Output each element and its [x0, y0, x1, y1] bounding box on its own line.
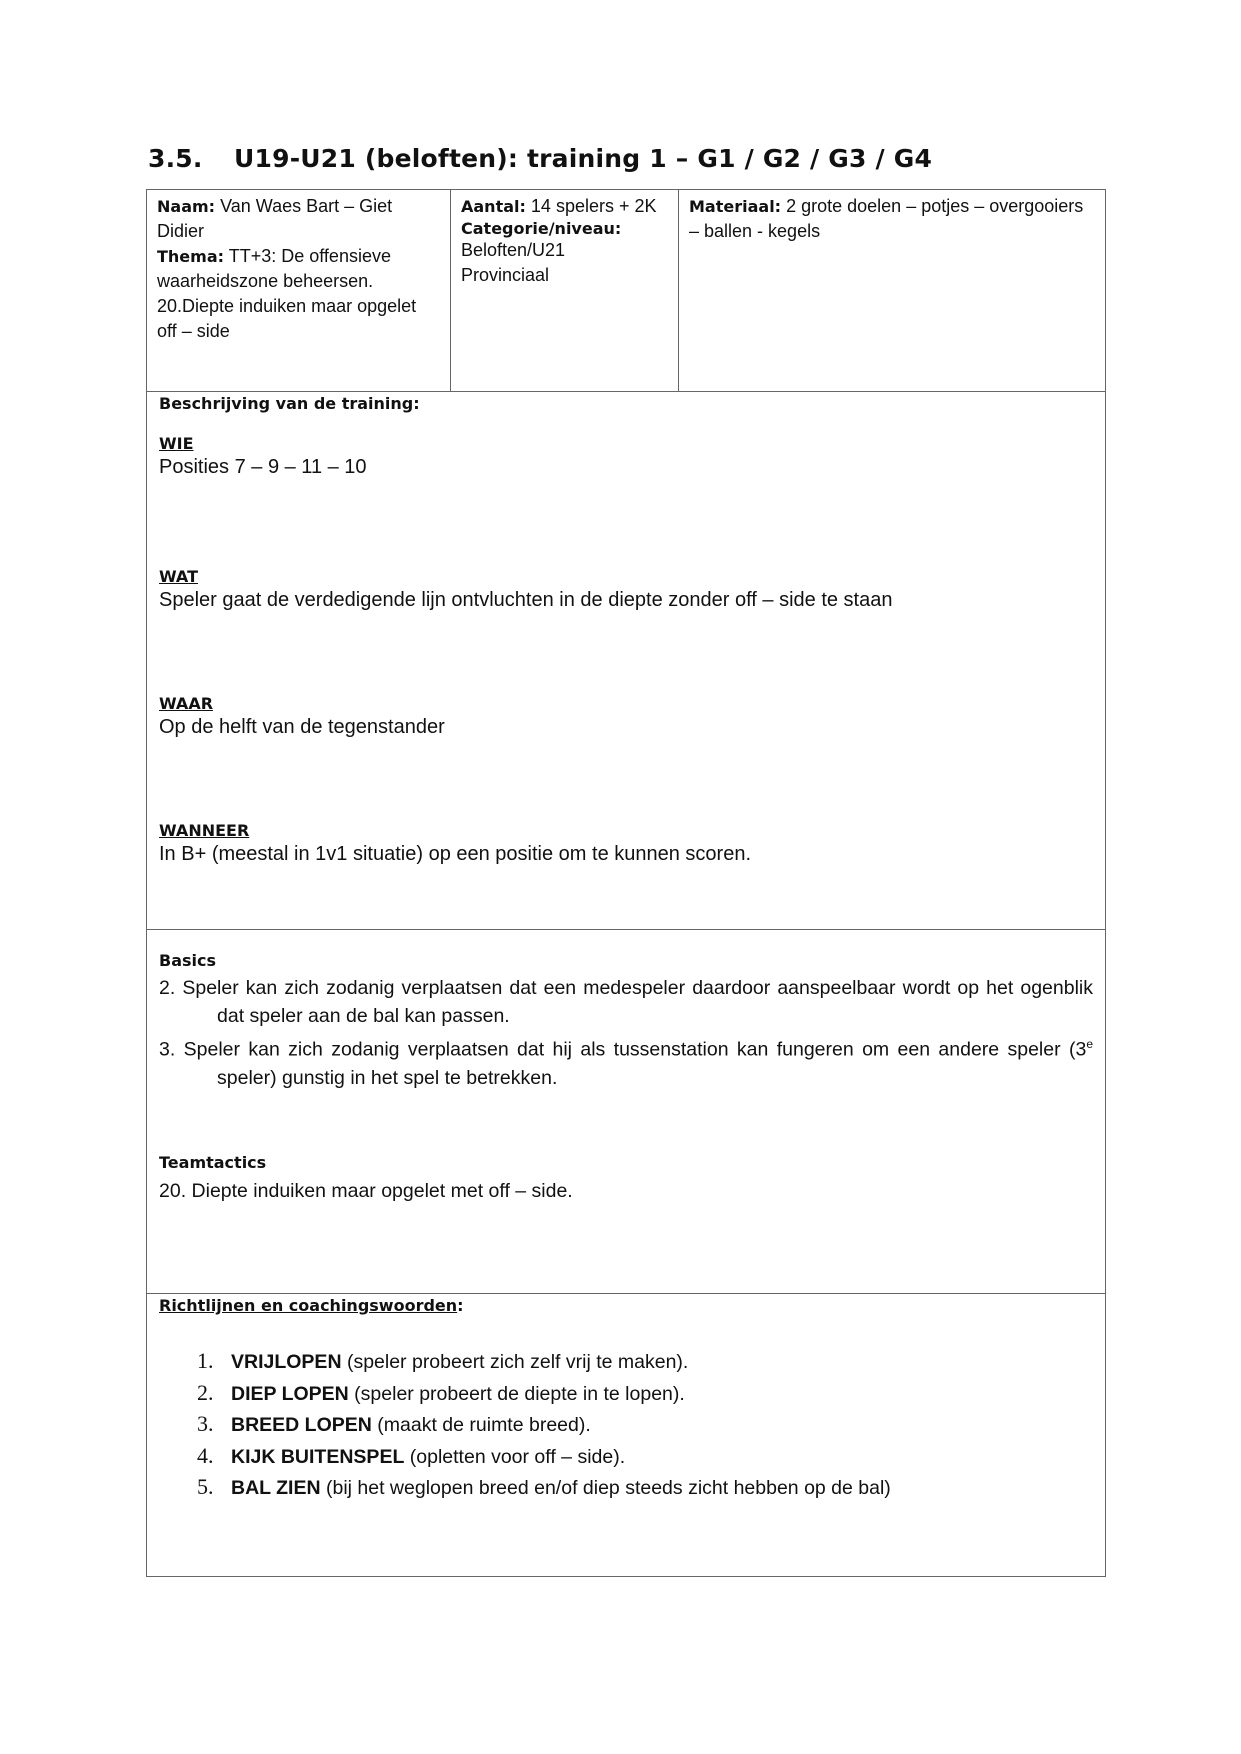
- coaching-description: (opletten voor off – side).: [404, 1445, 626, 1468]
- list-item: [197, 1378, 891, 1410]
- coaching-description: (speler probeert zich zelf vrij te maken).: [341, 1351, 689, 1373]
- basics-item-3: [159, 1030, 1093, 1092]
- section-number: 3.5.: [148, 144, 203, 173]
- basics-section: [147, 930, 1105, 1294]
- list-item-number: 2.: [197, 1379, 214, 1405]
- coaching-description: (bij het weglopen breed en/of diep steeds zicht hebben op de bal): [320, 1477, 891, 1499]
- categorie-label: Categorie/niveau:: [461, 219, 622, 238]
- list-item-number: 4.: [197, 1442, 214, 1468]
- aantal-value: 14 spelers + 2K: [530, 196, 657, 216]
- coaching-keyword: DIEP LOPEN: [231, 1382, 349, 1405]
- coaching-description: (speler probeert de diepte in te lopen).: [348, 1382, 685, 1405]
- coaching-keyword: VRIJLOPEN: [231, 1351, 342, 1373]
- waar-label: WAAR: [159, 694, 214, 713]
- wat-label: WAT: [159, 567, 198, 586]
- list-item: [197, 1472, 891, 1504]
- materiaal-label: Materiaal:: [689, 197, 782, 216]
- coaching-list: [197, 1346, 891, 1504]
- basics-item-3-sup: e: [1086, 1037, 1093, 1051]
- list-item-number: 1.: [197, 1348, 214, 1373]
- coaching-description: (maakt de ruimte breed).: [371, 1414, 591, 1436]
- basics-list: [159, 974, 1093, 1092]
- richtlijnen-section: [147, 1294, 1105, 1576]
- aantal-categorie-cell: [451, 190, 679, 391]
- beschrijving-section: [147, 392, 1105, 930]
- materiaal-value: 2 grote doelen – potjes – overgooiers – ballen - kegels: [689, 196, 1084, 241]
- waar-text: Op de helft van de tegenstander: [159, 716, 445, 738]
- materiaal-cell: [679, 190, 1105, 391]
- page-heading: [148, 144, 932, 173]
- wat-text: Speler gaat de verdedigende lijn ontvluchten in de diepte zonder off – side te staan: [159, 589, 893, 611]
- basics-heading: Basics: [159, 951, 217, 970]
- richtlijnen-heading-colon: :: [457, 1296, 464, 1315]
- wanneer-text: In B+ (meestal in 1v1 situatie) op een positie om te kunnen scoren.: [159, 843, 752, 865]
- richtlijnen-heading-text: Richtlijnen en coachingswoorden: [159, 1296, 458, 1315]
- beschrijving-heading: Beschrijving van de training:: [159, 394, 420, 413]
- aantal-label: Aantal:: [461, 197, 526, 216]
- list-item: [197, 1346, 891, 1378]
- basics-item-2: 2. Speler kan zich zodanig verplaatsen dat een medespeler daardoor aanspeelbaar wordt op het ogenblik dat speler aan de bal kan passen.: [159, 977, 1093, 1027]
- basics-item-3-text: 3. Speler kan zich zodanig verplaatsen dat hij als tussenstation kan fungeren om een andere speler (3: [159, 1038, 1087, 1061]
- info-row: [147, 190, 1105, 392]
- wanneer-label: WANNEER: [159, 821, 250, 840]
- thema-extra: 20.Diepte induiken maar opgelet off – side: [157, 296, 417, 341]
- list-item-number: 3.: [197, 1411, 214, 1436]
- naam-value: Van Waes Bart – Giet Didier: [157, 196, 393, 241]
- naam-thema-cell: [147, 190, 451, 391]
- basics-item-3-text-end: speler) gunstig in het spel te betrekken.: [217, 1066, 558, 1089]
- teamtactics-text: 20. Diepte induiken maar opgelet met off – side.: [159, 1180, 573, 1202]
- categorie-value-1: Beloften/U21: [461, 240, 566, 260]
- categorie-value-2: Provinciaal: [461, 265, 550, 285]
- richtlijnen-heading: [159, 1296, 464, 1315]
- wie-text: Posities 7 – 9 – 11 – 10: [159, 456, 367, 478]
- teamtactics-heading: Teamtactics: [159, 1153, 267, 1172]
- list-item: [197, 1409, 891, 1441]
- list-item-number: 5.: [197, 1474, 214, 1499]
- coaching-keyword: BAL ZIEN: [231, 1477, 321, 1499]
- section-title: U19-U21 (beloften): training 1 – G1 / G2 / G3 / G4: [234, 144, 933, 173]
- naam-label: Naam:: [157, 197, 216, 216]
- wie-label: WIE: [159, 434, 194, 453]
- training-sheet: [146, 189, 1106, 1577]
- list-item: [197, 1441, 891, 1473]
- coaching-keyword: KIJK BUITENSPEL: [231, 1445, 405, 1468]
- thema-value: TT+3: De offensieve waarheidszone beheersen.: [157, 246, 391, 291]
- thema-label: Thema:: [157, 247, 225, 266]
- coaching-keyword: BREED LOPEN: [231, 1414, 372, 1436]
